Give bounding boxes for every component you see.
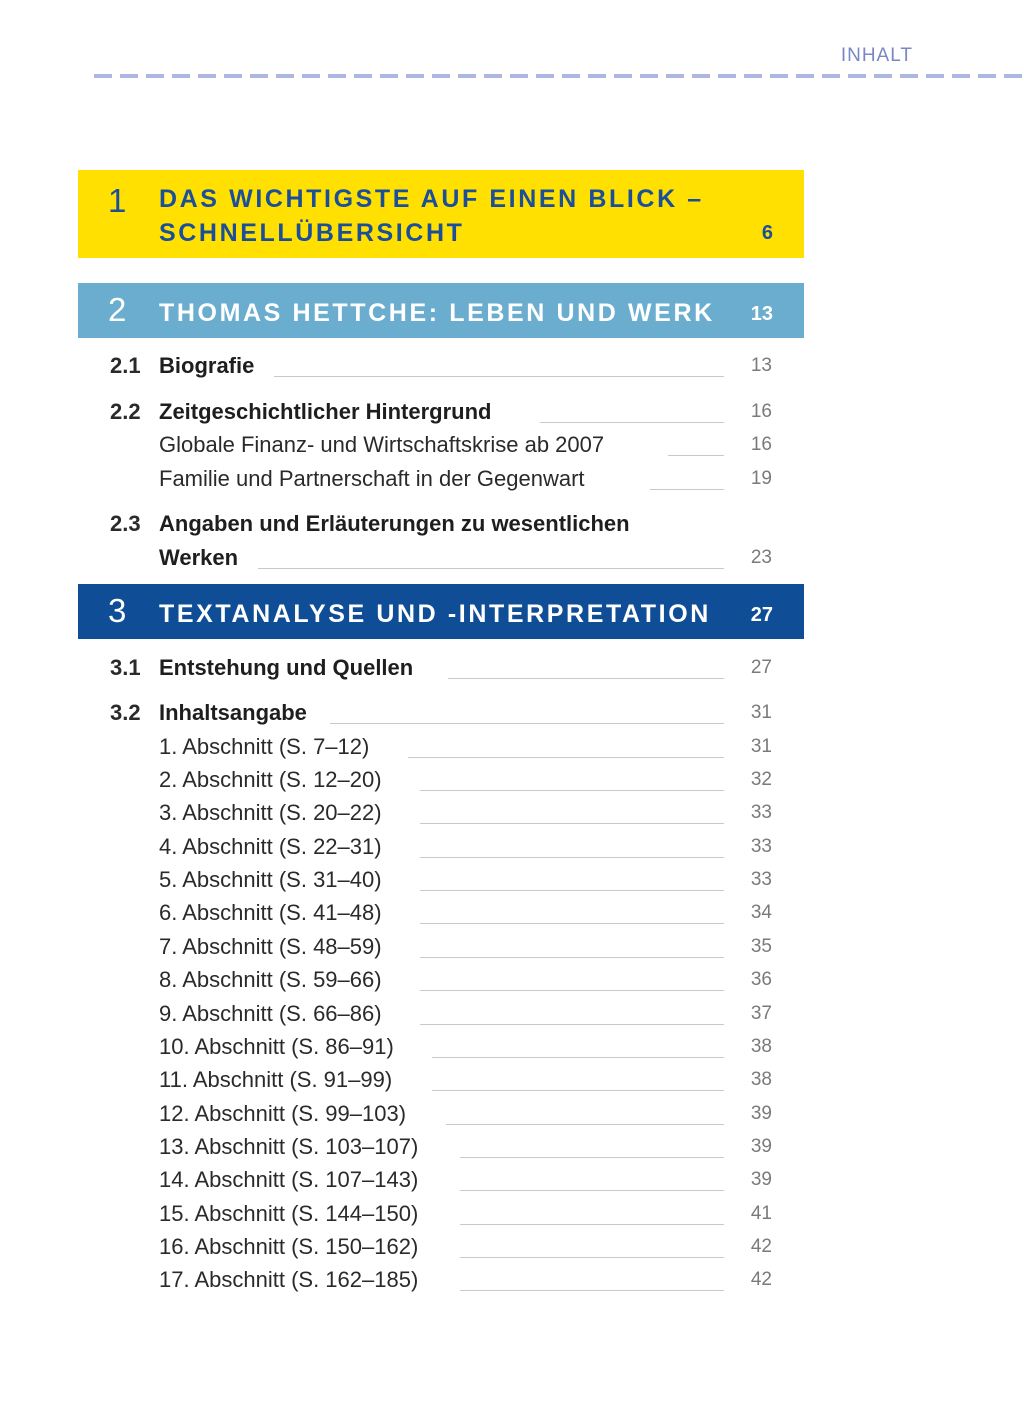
entry-label: 1. Abschnitt (S. 7–12): [159, 734, 370, 759]
chapter-title-line-1: DAS WICHTIGSTE AUF EINEN BLICK –: [159, 185, 704, 213]
leader-line: [432, 1057, 724, 1058]
toc-subentry[interactable]: [110, 734, 772, 764]
leader-line: [420, 1024, 724, 1025]
leader-line: [420, 990, 724, 991]
entry-page: 33: [750, 802, 772, 823]
toc-subentry[interactable]: [110, 900, 772, 930]
entry-label: 12. Abschnitt (S. 99–103): [159, 1101, 407, 1126]
toc-subentry[interactable]: [110, 1067, 772, 1097]
leader-line: [446, 1124, 724, 1125]
entry-label: 8. Abschnitt (S. 59–66): [159, 967, 382, 992]
section-number: 3.2: [110, 700, 141, 725]
entry-page: 38: [750, 1036, 772, 1057]
entry-page: 34: [750, 902, 772, 923]
toc-subentry[interactable]: [110, 1134, 772, 1164]
chapter-number: 1: [108, 182, 127, 219]
entry-label: 15. Abschnitt (S. 144–150): [159, 1201, 419, 1226]
entry-label: 11. Abschnitt (S. 91–99): [159, 1067, 393, 1092]
entry-label: Angaben und Erläuterungen zu wesentlichen: [159, 511, 630, 536]
entry-label: Entstehung und Quellen: [159, 655, 414, 680]
section-number: 2.3: [110, 511, 141, 536]
entry-page: 42: [750, 1236, 772, 1257]
section-number: 2.2: [110, 399, 141, 424]
entry-label: 9. Abschnitt (S. 66–86): [159, 1001, 382, 1026]
leader-line: [448, 678, 724, 679]
entry-label: 5. Abschnitt (S. 31–40): [159, 867, 382, 892]
chapter-page: 6: [761, 222, 773, 244]
toc-subentry[interactable]: [110, 834, 772, 864]
chapter-1-band[interactable]: [78, 170, 804, 258]
entry-page: 33: [750, 836, 772, 857]
entry-page: 42: [750, 1269, 772, 1290]
leader-line: [460, 1157, 724, 1158]
toc-subentry[interactable]: [110, 1201, 772, 1231]
leader-line: [408, 757, 724, 758]
entry-label: 14. Abschnitt (S. 107–143): [159, 1167, 419, 1192]
entry-page: 39: [750, 1136, 772, 1157]
leader-line: [420, 857, 724, 858]
leader-line: [420, 923, 724, 924]
entry-page: 32: [750, 769, 772, 790]
entry-label: 7. Abschnitt (S. 48–59): [159, 934, 382, 959]
toc-subentry[interactable]: [110, 1101, 772, 1131]
toc-entry-2-3-continued[interactable]: [110, 545, 772, 575]
toc-entry-3-2[interactable]: [110, 700, 772, 730]
toc-subentry[interactable]: [110, 1267, 772, 1297]
entry-page: 31: [750, 736, 772, 757]
entry-label: Inhaltsangabe: [159, 700, 307, 725]
toc-subentry[interactable]: [110, 867, 772, 897]
leader-line: [420, 890, 724, 891]
chapter-2-band[interactable]: [78, 283, 804, 338]
chapter-title-line-2: SCHNELLÜBERSICHT: [159, 219, 465, 247]
toc-subentry[interactable]: [110, 1234, 772, 1264]
toc-subentry[interactable]: [110, 967, 772, 997]
entry-page: 23: [750, 547, 772, 568]
entry-page: 16: [750, 401, 772, 422]
toc-entry-3-1[interactable]: [110, 655, 772, 685]
chapter-title: [159, 182, 704, 250]
chapter-number: 2: [108, 291, 127, 328]
entry-page: 31: [750, 702, 772, 723]
toc-subentry[interactable]: [110, 800, 772, 830]
leader-line: [540, 422, 724, 423]
entry-page: 27: [750, 657, 772, 678]
toc-subentry[interactable]: [110, 432, 772, 462]
toc-subentry[interactable]: [110, 934, 772, 964]
leader-line: [650, 489, 724, 490]
entry-page: 36: [750, 969, 772, 990]
entry-label: 13. Abschnitt (S. 103–107): [159, 1134, 419, 1159]
entry-page: 16: [750, 434, 772, 455]
leader-line: [330, 723, 724, 724]
entry-label: 16. Abschnitt (S. 150–162): [159, 1234, 419, 1259]
section-number: 2.1: [110, 353, 141, 378]
entry-label: 17. Abschnitt (S. 162–185): [159, 1267, 419, 1292]
entry-page: 41: [750, 1203, 772, 1224]
entry-label: Biografie: [159, 353, 255, 378]
entry-page: 19: [750, 468, 772, 489]
entry-label: 6. Abschnitt (S. 41–48): [159, 900, 382, 925]
entry-label: 3. Abschnitt (S. 20–22): [159, 800, 382, 825]
leader-line: [460, 1290, 724, 1291]
entry-page: 37: [750, 1003, 772, 1024]
leader-line: [420, 957, 724, 958]
leader-line: [274, 376, 724, 377]
entry-page: 13: [750, 355, 772, 376]
entry-label: 10. Abschnitt (S. 86–91): [159, 1034, 394, 1059]
leader-line: [420, 790, 724, 791]
entry-label: 4. Abschnitt (S. 22–31): [159, 834, 382, 859]
leader-line: [258, 568, 724, 569]
leader-line: [432, 1090, 724, 1091]
leader-line: [420, 823, 724, 824]
entry-label: 2. Abschnitt (S. 12–20): [159, 767, 382, 792]
leader-line: [460, 1257, 724, 1258]
entry-label: Globale Finanz- und Wirtschaftskrise ab 2007: [159, 432, 605, 457]
toc-entry-2-3[interactable]: [110, 511, 772, 541]
chapter-title: TEXTANALYSE UND -INTERPRETATION: [159, 600, 711, 628]
entry-label: Werken: [159, 545, 239, 570]
toc-entry-2-1[interactable]: [110, 353, 772, 383]
header-dashed-rule: [94, 74, 1024, 78]
chapter-number: 3: [108, 592, 127, 629]
toc-subentry[interactable]: [110, 1167, 772, 1197]
entry-page: 39: [750, 1103, 772, 1124]
chapter-3-band[interactable]: [78, 584, 804, 639]
entry-label: Familie und Partnerschaft in der Gegenwart: [159, 466, 585, 491]
entry-page: 33: [750, 869, 772, 890]
entry-page: 38: [750, 1069, 772, 1090]
leader-line: [460, 1190, 724, 1191]
toc-subentry[interactable]: [110, 466, 772, 496]
chapter-page: 13: [750, 303, 773, 325]
toc-subentry[interactable]: [110, 767, 772, 797]
leader-line: [668, 455, 724, 456]
entry-page: 39: [750, 1169, 772, 1190]
entry-label: Zeitgeschichtlicher Hintergrund: [159, 399, 492, 424]
toc-subentry[interactable]: [110, 1001, 772, 1031]
toc-entry-2-2[interactable]: [110, 399, 772, 429]
running-header: INHALT: [840, 45, 913, 66]
entry-page: 35: [750, 936, 772, 957]
section-number: 3.1: [110, 655, 141, 680]
chapter-title: THOMAS HETTCHE: LEBEN UND WERK: [159, 299, 715, 327]
toc-subentry[interactable]: [110, 1034, 772, 1064]
leader-line: [460, 1224, 724, 1225]
chapter-page: 27: [750, 604, 773, 626]
